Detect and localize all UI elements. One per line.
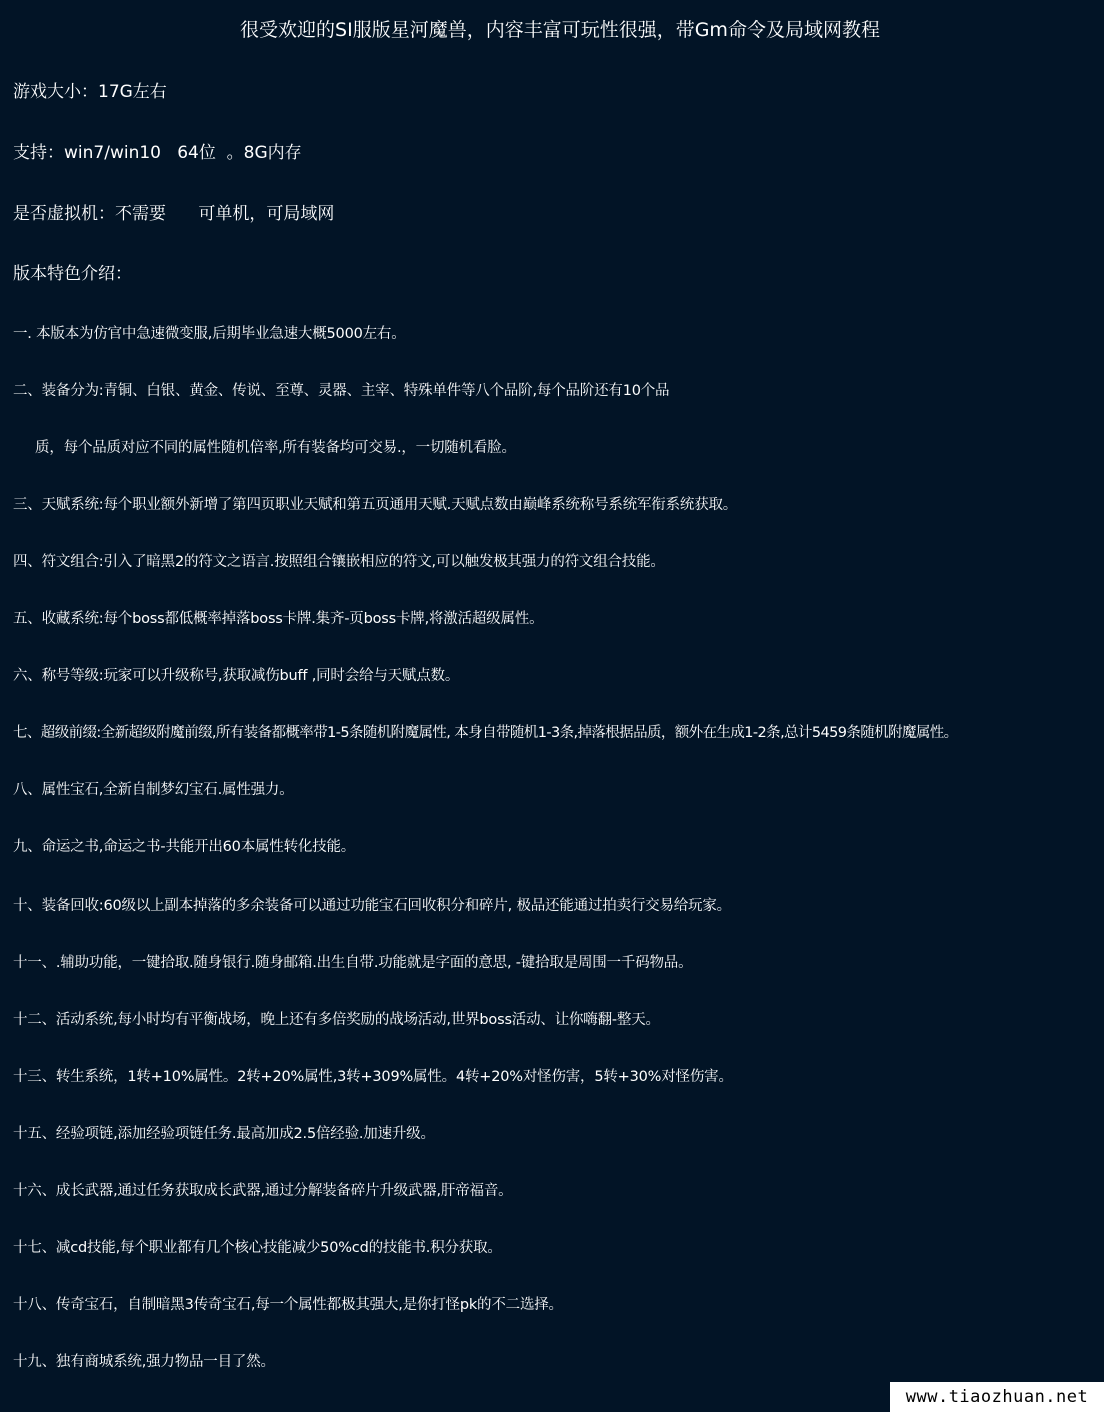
feature-item: 一. 本版本为仿官中急速微变服,后期毕业急速大概5000左右。 [13, 326, 406, 342]
feature-item: 十八、传奇宝石，自制暗黑3传奇宝石,每一个属性都极其强大,是你打怪pk的不二选择。 [13, 1297, 563, 1313]
site-watermark: www.tiaozhuan.net [890, 1382, 1104, 1412]
features-heading: 版本特色介绍： [13, 264, 132, 284]
feature-item: 十九、独有商城系统,强力物品一目了然。 [13, 1354, 275, 1370]
feature-item: 十三、转生系统，1转+10%属性。2转+20%属性,3转+309%属性。4转+20%对怪伤害，5转+30%对怪伤害。 [13, 1069, 733, 1085]
feature-item: 十二、活动系统,每小时均有平衡战场，晚上还有多倍奖励的战场活动,世界boss活动、让你嗨翻-整天。 [13, 1012, 660, 1028]
game-size: 游戏大小：17G左右 [13, 82, 167, 102]
feature-item: 十一、.辅助功能，一键拾取.随身银行.随身邮箱.出生自带.功能就是字面的意思, -键拾取是周围一千码物品。 [13, 955, 693, 971]
feature-item: 十七、减cd技能,每个职业都有几个核心技能减少50%cd的技能书.积分获取。 [13, 1240, 502, 1256]
feature-item: 九、命运之书,命运之书-共能开出60本属性转化技能。 [13, 839, 356, 855]
feature-item: 八、属性宝石,全新自制梦幻宝石.属性强力。 [13, 782, 294, 798]
feature-item: 十、装备回收:60级以上副本掉落的多余装备可以通过功能宝石回收积分和碎片, 极品还能通过拍卖行交易给玩家。 [13, 898, 731, 914]
page-title: 很受欢迎的SI服版星河魔兽，内容丰富可玩性很强，带Gm命令及局域网教程 [240, 19, 880, 41]
feature-item: 五、收藏系统:每个boss都低概率掉落boss卡牌.集齐-页boss卡牌,将激活超级属性。 [13, 611, 544, 627]
system-support: 支持：win7/win10 64位 。8G内存 [13, 143, 302, 163]
feature-item: 二、装备分为:青铜、白银、黄金、传说、至尊、灵器、主宰、特殊单件等八个品阶,每个品阶还有10个品 [13, 383, 670, 399]
feature-item: 三、天赋系统:每个职业额外新增了第四页职业天赋和第五页通用天赋.天赋点数由巅峰系统称号系统军衔系统获取。 [13, 497, 738, 513]
virtual-machine-info: 是否虚拟机：不需要 可单机，可局域网 [13, 204, 335, 224]
feature-item: 六、称号等级:玩家可以升级称号,获取减伤buff ,同时会给与天赋点数。 [13, 668, 460, 684]
feature-item: 十五、经验项链,添加经验项链任务.最高加成2.5倍经验.加速升级。 [13, 1126, 435, 1142]
feature-item: 十六、成长武器,通过任务获取成长武器,通过分解装备碎片升级武器,肝帝福音。 [13, 1183, 513, 1199]
feature-item-continuation: 质，每个品质对应不同的属性随机倍率,所有装备均可交易.，一切随机看脸。 [13, 440, 516, 456]
feature-item: 七、超级前缀:全新超级附魔前缀,所有装备都概率带1-5条随机附魔属性, 本身自带随机1-3条,掉落根据品质，额外在生成1-2条,总计5459条随机附魔属性。 [13, 725, 958, 741]
feature-item: 四、符文组合:引入了暗黑2的符文之语言.按照组合镶嵌相应的符文,可以触发极其强力的符文组合技能。 [13, 554, 665, 570]
